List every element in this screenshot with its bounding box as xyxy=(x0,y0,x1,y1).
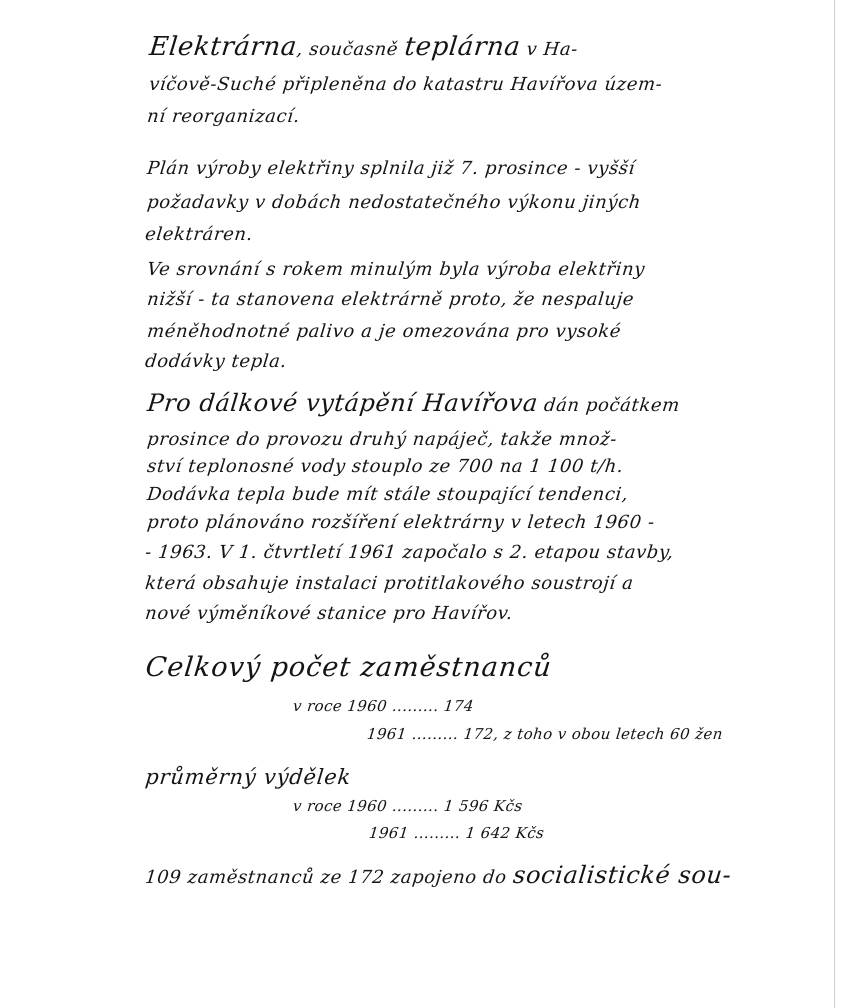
heading-elektrarna: Elektrárna xyxy=(147,32,299,62)
employees-1960: v roce 1960 ......... 174 xyxy=(292,697,475,715)
text-line: dodávky tepla. xyxy=(144,351,288,372)
text-segment: , současně xyxy=(295,39,406,60)
page-edge-line xyxy=(834,0,835,1008)
text-line xyxy=(144,861,733,889)
text-line: - 1963. V 1. čtvrtletí 1961 započalo s 2. etapou stavby, xyxy=(144,542,675,563)
text-line xyxy=(146,389,681,417)
text-line: proto plánováno rozšíření elektrárny v letech 1960 - xyxy=(146,512,656,533)
text-line: Ve srovnání s rokem minulým byla výroba elektřiny xyxy=(146,259,647,280)
text-line: požadavky v dobách nedostatečného výkonu jiných xyxy=(146,192,643,213)
text-line: ní reorganizací. xyxy=(146,106,302,127)
heading-prumerny-vydelek: průměrný výdělek xyxy=(144,765,353,789)
text-line: Plán výroby elektřiny splnila již 7. prosince - vyšší xyxy=(146,158,637,179)
employees-1961: 1961 ......... 172, z toho v obou letech 60 žen xyxy=(366,725,724,743)
heading-teplarna: teplárna xyxy=(403,32,523,62)
text-segment: dán počátkem xyxy=(536,395,681,416)
text-line: prosince do provozu druhý napáječ, takže množ- xyxy=(146,429,619,450)
text-line: méněhodnotné palivo a je omezována pro vysoké xyxy=(146,321,623,342)
text-segment-socialisticke: socialistické sou- xyxy=(511,861,733,889)
heading-celkovy-pocet: Celkový počet zaměstnanců xyxy=(144,652,554,683)
text-line: Dodávka tepla bude mít stále stoupající tendenci, xyxy=(146,484,630,505)
heading-dalkove-vytapeni: Pro dálkové vytápění Havířova xyxy=(146,389,540,417)
wage-1961: 1961 ......... 1 642 Kčs xyxy=(368,824,546,842)
text-segment: 109 zaměstnanců ze 172 zapojeno do xyxy=(144,867,515,888)
text-line: víčově-Suché připleněna do katastru Havířova územ- xyxy=(148,74,664,95)
text-line xyxy=(147,32,580,62)
text-line: která obsahuje instalaci protitlakového soustrojí a xyxy=(144,573,635,594)
text-line: nižší - ta stanovena elektrárně proto, že nespaluje xyxy=(146,289,636,310)
text-segment: v Ha- xyxy=(519,39,580,60)
text-line: nové výměníkové stanice pro Havířov. xyxy=(144,603,514,624)
text-line: elektráren. xyxy=(144,224,255,245)
wage-1960: v roce 1960 ......... 1 596 Kčs xyxy=(292,797,524,815)
text-line: ství teplonosné vody stouplo ze 700 na 1 100 t/h. xyxy=(146,456,625,477)
